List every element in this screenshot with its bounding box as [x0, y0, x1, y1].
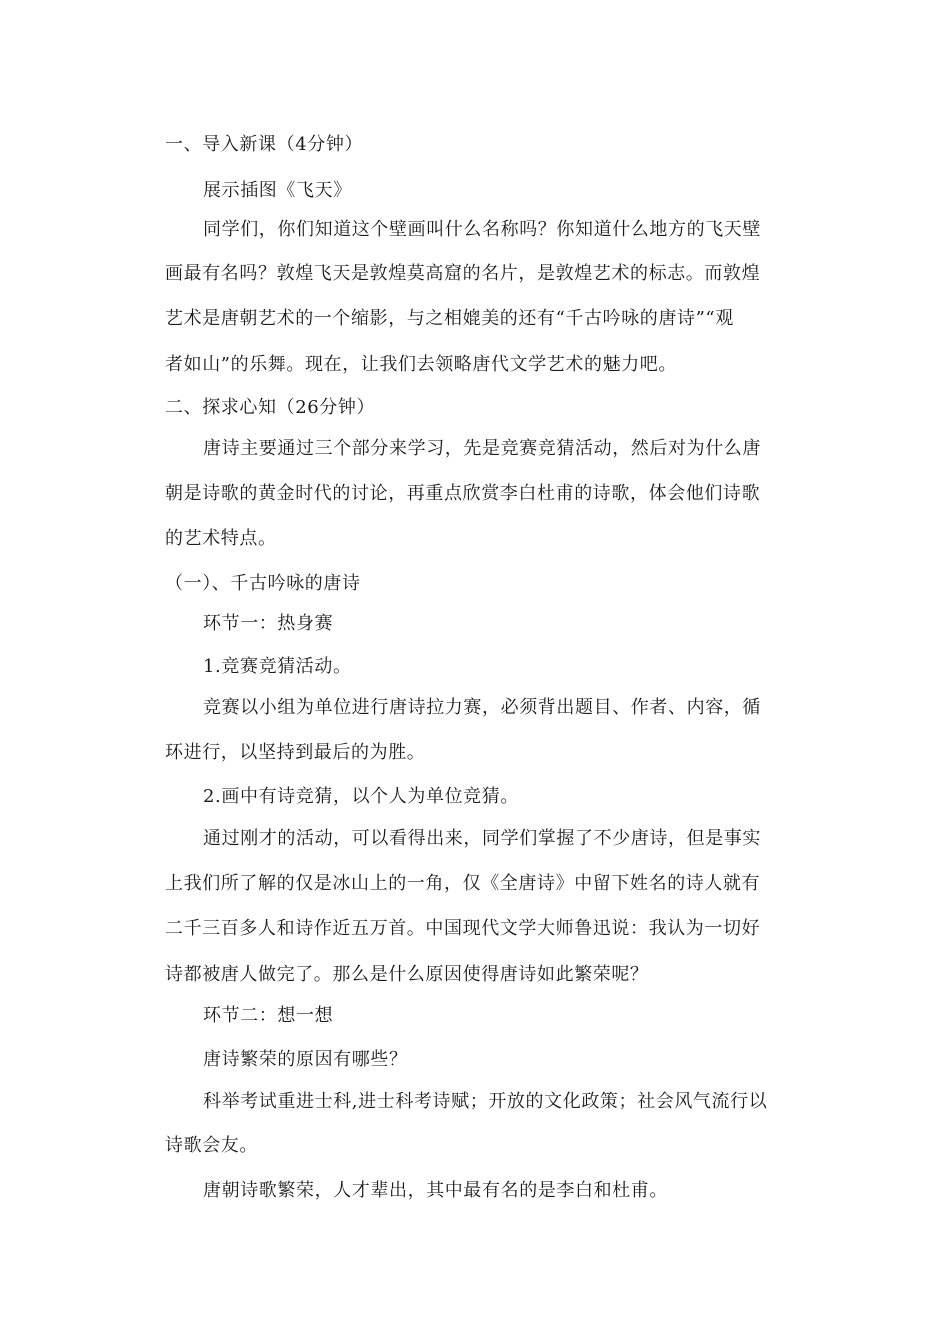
paragraph-line: 唐朝诗歌繁荣，人才辈出，其中最有名的是李白和杜甫。 [203, 1180, 668, 1201]
paragraph-line: 唐诗繁荣的原因有哪些？ [203, 1049, 408, 1070]
list-item: 2.画中有诗竞猜，以个人为单位竞猜。 [203, 786, 519, 807]
paragraph-line: 者如山”的乐舞。现在，让我们去领略唐代文学艺术的魅力吧。 [165, 354, 677, 375]
heading-intro: 一、导入新课（4分钟） [165, 134, 364, 155]
section-label: 环节二：想一想 [203, 1005, 334, 1026]
paragraph-line: 竞赛以小组为单位进行唐诗拉力赛，必须背出题目、作者、内容，循 [203, 697, 761, 718]
paragraph-line: 二千三百多人和诗作近五万首。中国现代文学大师鲁迅说：我认为一切好 [165, 918, 761, 939]
paragraph-line: 环进行，以坚持到最后的为胜。 [165, 742, 426, 763]
paragraph-line: 诗歌会友。 [165, 1135, 258, 1156]
paragraph-line: 上我们所了解的仅是冰山上的一角，仅《全唐诗》中留下姓名的诗人就有 [165, 873, 761, 894]
heading-explore: 二、探求心知（26分钟） [165, 397, 376, 418]
paragraph-line: 诗都被唐人做完了。那么是什么原因使得唐诗如此繁荣呢？ [165, 964, 649, 985]
section-label: 环节一：热身赛 [203, 613, 334, 634]
paragraph-line: 展示插图《飞天》 [203, 180, 352, 201]
paragraph-line: 同学们，你们知道这个壁画叫什么名称吗？你知道什么地方的飞天壁 [203, 219, 761, 240]
paragraph-line: 通过刚才的活动，可以看得出来，同学们掌握了不少唐诗，但是事实 [203, 828, 761, 849]
subheading-tang-poetry: （一）、千古吟咏的唐诗 [165, 573, 361, 594]
paragraph-line: 画最有名吗？敦煌飞天是敦煌莫高窟的名片，是敦煌艺术的标志。而敦煌 [165, 263, 761, 284]
paragraph-line: 科举考试重进士科,进士科考诗赋；开放的文化政策；社会风气流行以 [203, 1091, 768, 1112]
paragraph-line: 的艺术特点。 [165, 528, 277, 549]
paragraph-line: 唐诗主要通过三个部分来学习，先是竞赛竞猜活动，然后对为什么唐 [203, 438, 761, 459]
list-item: 1.竞赛竞猜活动。 [203, 656, 352, 677]
paragraph-line: 朝是诗歌的黄金时代的讨论，再重点欣赏李白杜甫的诗歌，体会他们诗歌 [165, 483, 761, 504]
paragraph-line: 艺术是唐朝艺术的一个缩影，与之相媲美的还有“千古吟咏的唐诗”“观 [165, 308, 734, 329]
